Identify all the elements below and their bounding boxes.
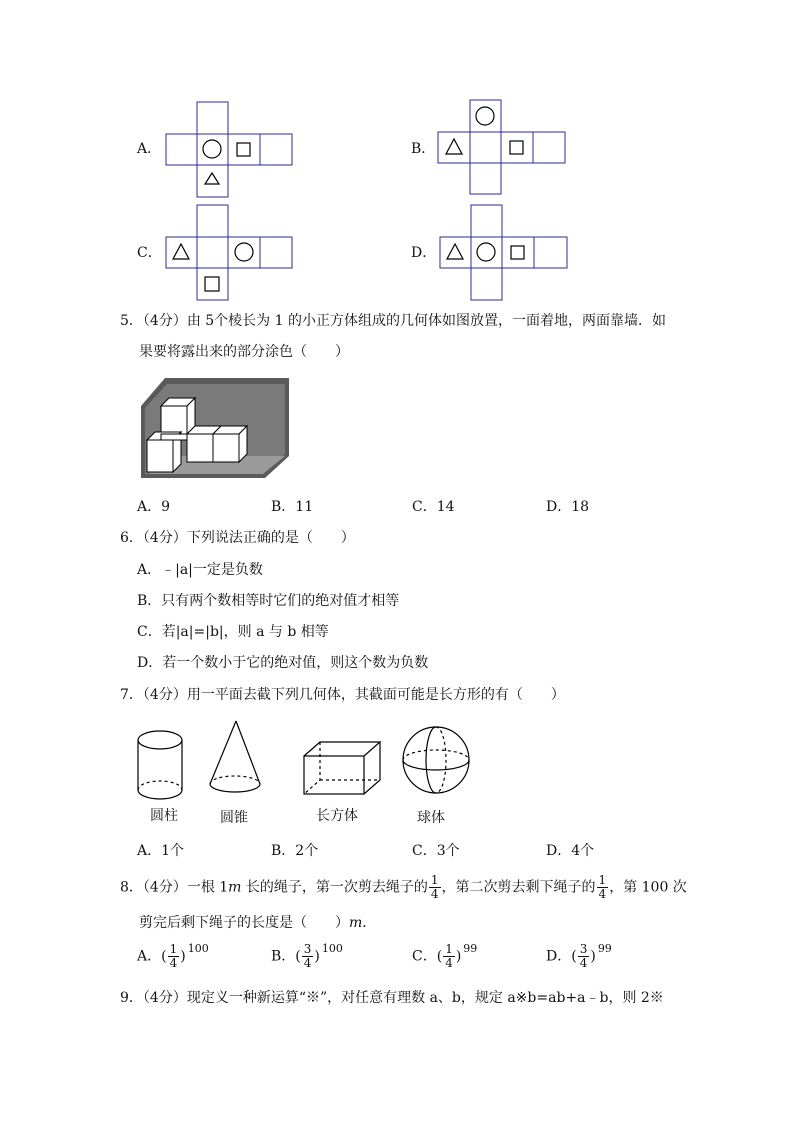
q8-frac-den: 4 (430, 887, 439, 901)
q8-fraction (597, 874, 609, 901)
q8-stem-part-c: ，第二次剪去剩下绳子的 (441, 879, 596, 896)
q7-caption-sphere: 球体 (417, 810, 445, 826)
q5-cubes-figure (141, 378, 289, 480)
q8-option-c: C．( $\frac{1}{4}$ )$^{99}$ (412, 941, 478, 970)
triangle-icon (173, 244, 189, 259)
q4-option-c-label: C． (137, 245, 162, 261)
exponent: 99 (597, 941, 612, 955)
q7-caption-cone: 圆锥 (220, 810, 248, 826)
q8-fraction (429, 874, 441, 901)
q7-solids-figure (134, 718, 494, 806)
q8-option-fraction (578, 943, 590, 970)
square-icon (511, 246, 524, 259)
q8-stem-part-a: 8．（4分）一根 1 (120, 879, 229, 896)
q6-option-b: B．只有两个数相等时它们的绝对值才相等 (137, 593, 400, 609)
q6-stem: 6．（4分）下列说法正确的是（ ） (120, 530, 355, 546)
frac-num: 1 (169, 942, 178, 956)
q7-option-a: A．1个 (137, 843, 185, 859)
frac-den: 4 (169, 956, 178, 970)
q8-stem-line2-end: ． (362, 915, 377, 931)
q8-option-b: B．( $\frac{3}{4}$ )$^{100}$ (271, 941, 343, 970)
circle-icon (477, 243, 495, 261)
q4-net-a (0, 0, 794, 320)
q8-stem-part-b: 长的绳子，第一次剪去绳子的 (241, 879, 428, 896)
q8-option-fraction (443, 943, 455, 970)
q4-option-a-label: A． (137, 141, 162, 157)
frac-num: 3 (303, 942, 312, 956)
frac-den: 4 (579, 956, 588, 970)
q8-option-fraction (302, 943, 314, 970)
q5-option-c: C．14 (412, 499, 455, 515)
q8-frac-den: 4 (598, 887, 607, 901)
triangle-icon (205, 173, 219, 184)
q5-option-a: A．9 (137, 499, 171, 515)
circle-icon (235, 243, 253, 261)
q7-option-c: C．3个 (412, 843, 460, 859)
circle-icon (203, 140, 221, 158)
q8-stem-line1 (120, 874, 687, 901)
exponent: 100 (187, 941, 209, 955)
q7-option-b: B．2个 (271, 843, 319, 859)
q5-stem-line1: 5．（4分）由 5个棱长为 1 的小正方体组成的几何体如图放置，一面着地，两面靠墙．如 (120, 313, 666, 329)
q8-option-fraction (168, 943, 180, 970)
q7-stem: 7．（4分）用一平面去截下列几何体，其截面可能是长方形的有（ ） (120, 687, 565, 703)
frac-num: 3 (579, 942, 588, 956)
q8-option-label: B． (271, 948, 296, 965)
q8-unit-m: m (228, 879, 242, 896)
q8-option-label: A． (137, 948, 162, 965)
q4-option-b-label: B． (411, 141, 436, 157)
q6-option-a: A．﹣|a|一定是负数 (137, 562, 263, 578)
triangle-icon (446, 139, 462, 154)
square-icon (510, 141, 523, 154)
q7-caption-cylinder: 圆柱 (150, 808, 178, 824)
exponent: 99 (463, 941, 478, 955)
q6-option-c: C．若|a|=|b|，则 a 与 b 相等 (137, 624, 329, 640)
q7-caption-cuboid: 长方体 (316, 808, 358, 824)
q4-option-d-label: D． (411, 245, 437, 261)
q8-option-d: D．( $\frac{3}{4}$ )$^{99}$ (546, 941, 612, 970)
q8-stem-line2-text: 剪完后剩下绳子的长度是（ ） (139, 915, 349, 931)
frac-den: 4 (445, 956, 453, 970)
exponent: 100 (321, 941, 343, 955)
triangle-icon (447, 244, 463, 259)
q8-frac-num: 1 (430, 873, 439, 887)
q7-option-d: D．4个 (546, 843, 595, 859)
q8-option-label: C． (412, 948, 437, 965)
square-icon (237, 143, 250, 156)
q8-frac-num: 1 (598, 873, 607, 887)
q8-unit-m: m (349, 915, 363, 931)
q6-option-d: D．若一个数小于它的绝对值，则这个数为负数 (137, 655, 429, 671)
q4-net-c (0, 0, 794, 320)
q5-option-d: D．18 (546, 499, 590, 515)
q5-stem-line2: 果要将露出来的部分涂色（ ） (139, 344, 349, 360)
frac-num: 1 (445, 942, 453, 956)
circle-icon (476, 107, 494, 125)
q8-option-label: D． (546, 948, 572, 965)
q9-stem-line1: 9．（4分）现定义一种新运算“※”，对任意有理数 a、b，规定 a※b=ab+a﹣b，则 2※ (120, 990, 664, 1006)
square-icon (205, 277, 219, 291)
q5-option-b: B．11 (271, 499, 314, 515)
frac-den: 4 (303, 956, 312, 970)
q8-stem-part-d: ，第 100 次 (609, 879, 687, 896)
q8-stem-line2 (139, 915, 376, 931)
q8-option-a: A．( $\frac{1}{4}$ )$^{100}$ (137, 941, 209, 970)
